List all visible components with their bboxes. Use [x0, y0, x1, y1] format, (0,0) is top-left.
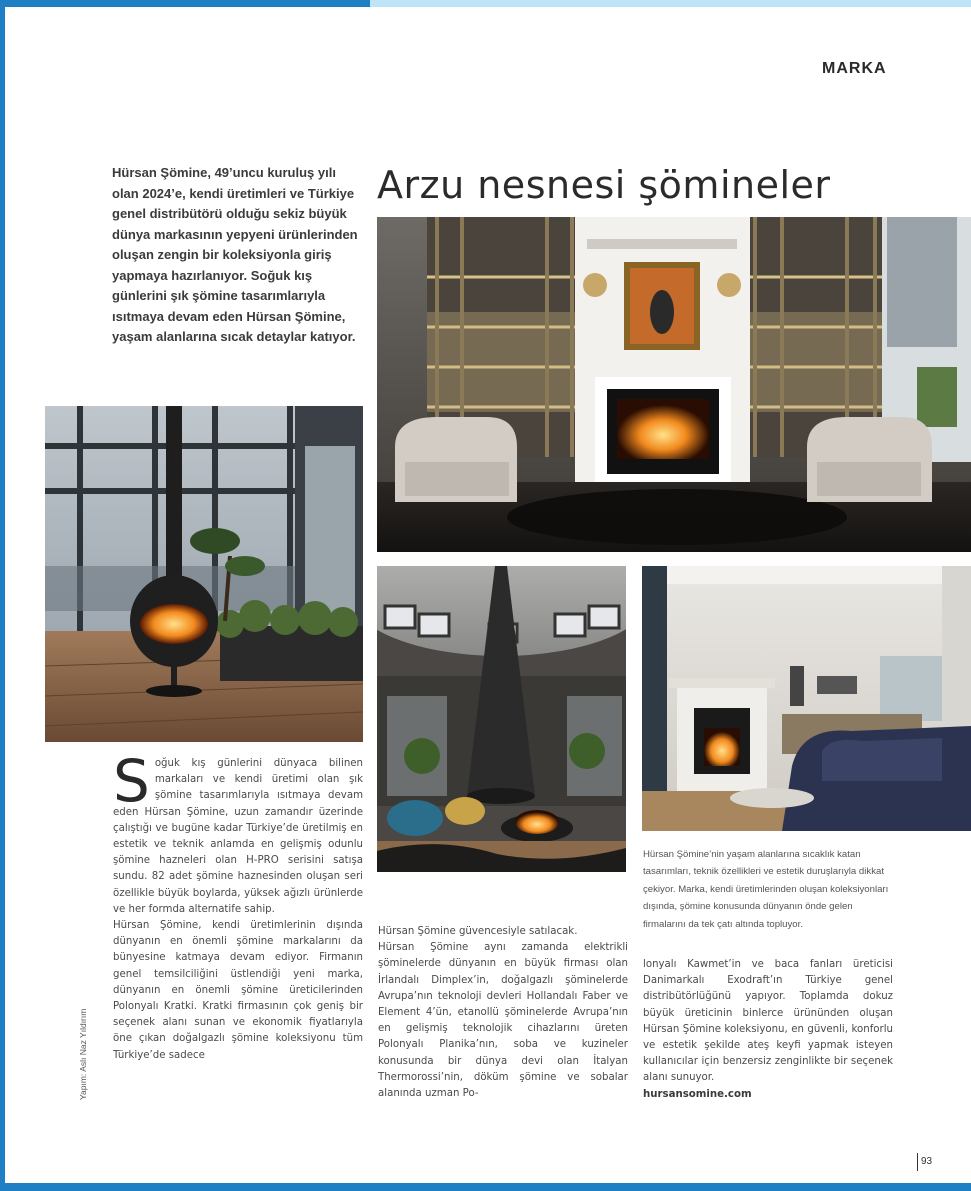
intro-paragraph: Hürsan Şömine, 49’uncu kuruluş yılı olan 2024’e, kendi üretimleri ve Türkiye genel distribütörü olduğu sekiz büyük dünya markasının yepyeni ürünlerinden oluşan zengin bir koleksiyonla giriş yapmaya hazırlanıyor. Soğuk kış günlerini şık şömine tasarımlarıyla ısıtmaya devam eden Hürsan Şömine, yaşam alanlarına sıcak detaylar katıyor. — [112, 165, 358, 344]
page-number: 93 — [917, 1153, 932, 1171]
page-frame-top-light — [370, 0, 971, 7]
suspended-cone-fireplace-photo — [377, 566, 626, 872]
page-frame-bottom — [0, 1183, 971, 1191]
page-frame-top — [0, 0, 370, 7]
body-text-col2: Hürsan Şömine güvencesiyle satılacak. — [378, 926, 578, 937]
drop-cap: S — [113, 747, 150, 815]
headline: Arzu nesnesi şömineler — [377, 163, 831, 207]
page-frame-left — [0, 0, 5, 1191]
living-room-fireplace-photo — [377, 217, 971, 552]
article-column-1 — [113, 747, 363, 1064]
body-text-col1: oğuk kış günlerini dünyaca bilinen markaları ve kendi üretimi olan şık şömine tasarımlarıyla ısıtmaya devam eden Hürsan Şömine, uzun zamandır üzerinde çalıştığı ve bugüne kadar Türkiye’de üretilmiş en estetik ve teknik anlamda en gelişmiş odunlu şömine hazneleri olan H-PRO serisini satışa sundu. 82 adet şömine haznesinden oluşan seri özellikle büyük boylarda, yüksek ağızlı ürünlerde ve her formda alternatife sahip. — [113, 758, 363, 915]
article-column-2 — [378, 924, 628, 1102]
website-link[interactable]: hursansomine.com — [643, 1088, 752, 1100]
body-text-col3: lonyalı Kawmet’in ve baca fanları üreticisi Danimarkalı Exodraft’ın Türkiye genel distribütörlüğünü yapıyor. Toplamda dokuz büyük üreticinin binlerce ürününden oluşan Hürsan Şömine koleksiyonu, en güvenli, konforlu ve estetik şekilde ateş keyfi yapmak isteyen kullanıcılar için benzersiz zenginlikte bir seçenek alanı sunuyor. — [643, 959, 893, 1084]
body-text-col2b: Hürsan Şömine aynı zamanda elektrikli şöminelerde dünyanın en büyük firması olan İrlandalı Dimplex’in, doğalgazlı şöminelerde Avrupa’nın teknoloji devleri Hollandalı Faber ve Element 4’ün, etanollü şöminelerde Avrupa’nın en gelişmiş teknolojik cihazlarını üreten Polonyalı Planika’nın, soba ve kuzineler konusunda bir dünya devi olan İtalyan Thermorossi’nin, döküm şömine ve sobalar alanında uzman Po- — [378, 942, 628, 1100]
body-text-col1b: Hürsan Şömine, kendi üretimlerinin dışında dünyanın en önemli şömine markalarını da bünyesine katmaya devam ediyor. Firmanın genel temsilciliğini üstlendiği yeni marka, dünyanın en önemli şömine üreticilerinden Polonyalı Kratki. Kratki firmasının çok geniş bir seçenek alanı sunan ve ekonomik fiyatlarıyla öne çıkan doğalgazlı şömine koleksiyonu tüm Türkiye’de sadece — [113, 920, 363, 1061]
credit-line: Yapım: Aslı Naz Yıldırım — [78, 1008, 88, 1100]
section-label: MARKA — [822, 60, 887, 77]
photo-caption: Hürsan Şömine’nin yaşam alanlarına sıcaklık katan tasarımları, teknik özellikleri ve estetik duruşlarıyla dikkat çekiyor. Marka, kendi üretimlerinden oluşan koleksiyonları dışında, şömine konusunda dünyanın önde gelen firmalarını da tek çatı altında topluyor. — [643, 849, 889, 930]
article-column-3 — [643, 957, 893, 1103]
hanging-round-stove-photo — [45, 406, 363, 742]
marble-fireplace-living-room-photo — [642, 566, 971, 831]
